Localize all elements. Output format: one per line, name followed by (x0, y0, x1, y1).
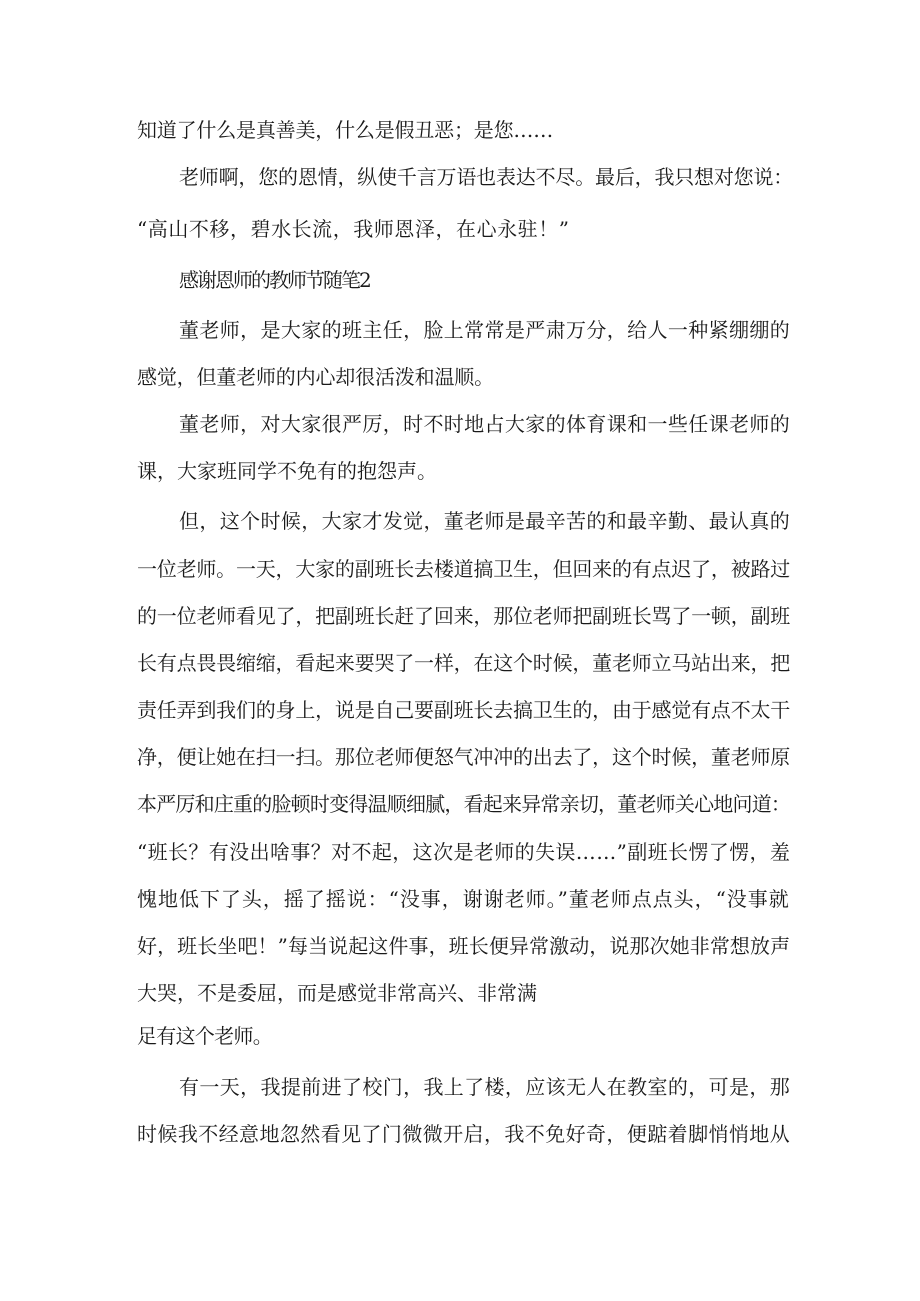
text-line: 足有这个老师。 (137, 1024, 273, 1048)
text-line: 但，这个时候，大家才发觉，董老师是最辛苦的和最辛勤、最认真的 (179, 509, 791, 533)
text-line: 愧地低下了头，摇了摇说：“没事，谢谢老师。”董老师点点头，“没事就 (137, 887, 790, 911)
text-line: 本严厉和庄重的脸顿时变得温顺细腻，看起来异常亲切，董老师关心地问道： (137, 792, 791, 816)
text-line: “班长？有没出啥事？对不起，这次是老师的失误……”副班长愣了愣，羞 (137, 840, 791, 864)
text-line: 董老师，是大家的班主任，脸上常常是严肃万分，给人一种紧绷绷的 (179, 318, 791, 342)
text-line: 好，班长坐吧！”每当说起这件事，班长便异常激动，说那次她非常想放声 (137, 934, 791, 958)
text-line: 一位老师。一天，大家的副班长去楼道搞卫生，但回来的有点迟了，被路过 (137, 557, 791, 581)
text-line: 知道了什么是真善美，什么是假丑恶；是您…… (137, 118, 554, 142)
text-line: 的一位老师看见了，把副班长赶了回来，那位老师把副班长骂了一顿，副班 (137, 604, 791, 628)
text-line: 课，大家班同学不免有的抱怨声。 (137, 459, 437, 483)
text-line: 有一天，我提前进了校门，我上了楼，应该无人在教室的，可是，那 (179, 1075, 791, 1099)
text-line: 感觉，但董老师的内心却很活泼和温顺。 (137, 365, 494, 389)
text-line: 时候我不经意地忽然看见了门微微开启，我不免好奇，便踮着脚悄悄地从 (137, 1122, 791, 1146)
text-line: “高山不移，碧水长流，我师恩泽，在心永驻！” (137, 217, 570, 241)
text-line: 净，便让她在扫一扫。那位老师便怒气冲冲的出去了，这个时候，董老师原 (137, 745, 791, 769)
text-line: 大哭，不是委屈，而是感觉非常高兴、非常满 (137, 981, 537, 1005)
section-heading: 感谢恩师的教师节随笔2 (179, 268, 370, 292)
text-line: 董老师，对大家很严厉，时不时地占大家的体育课和一些任课老师的 (179, 412, 791, 436)
text-line: 老师啊，您的恩情，纵使千言万语也表达不尽。最后，我只想对您说： (179, 165, 794, 189)
text-line: 责任弄到我们的身上，说是自己要副班长去搞卫生的，由于感觉有点不太干 (137, 698, 791, 722)
text-line: 长有点畏畏缩缩，看起来要哭了一样，在这个时候，董老师立马站出来，把 (137, 651, 791, 675)
